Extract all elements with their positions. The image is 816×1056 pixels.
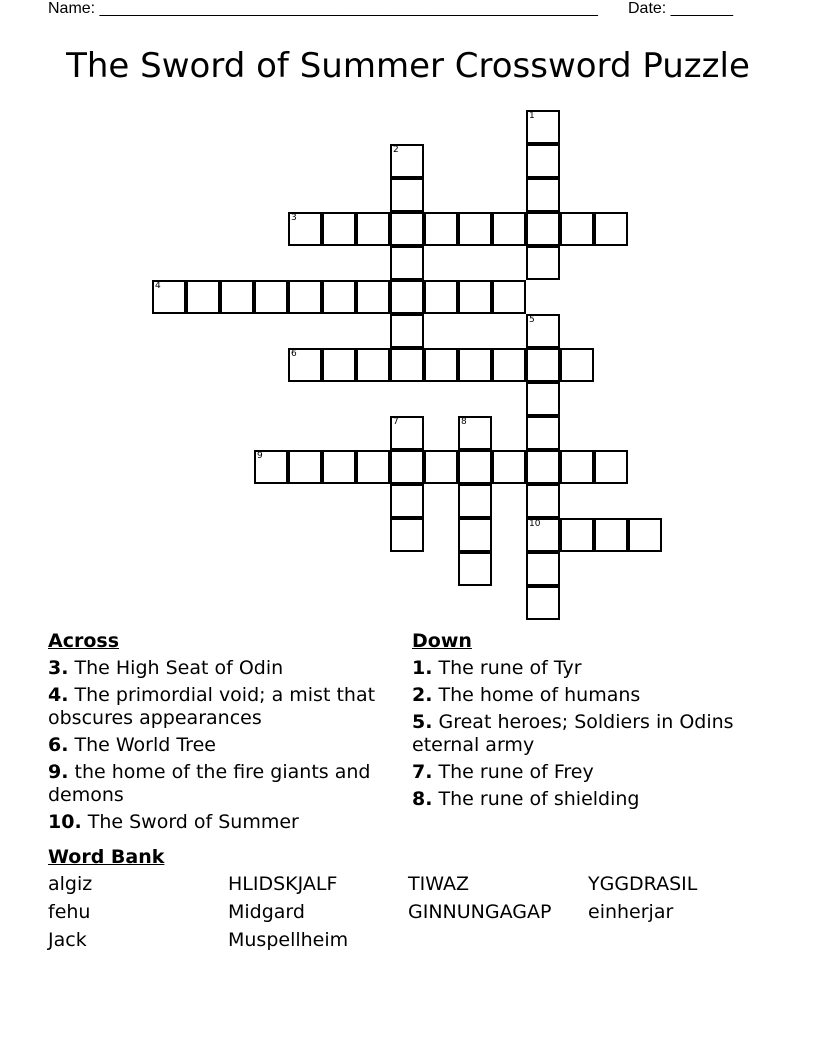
crossword-cell[interactable]	[322, 212, 356, 246]
crossword-cell[interactable]	[594, 212, 628, 246]
clue-number: 7.	[412, 761, 433, 783]
crossword-cell[interactable]	[458, 552, 492, 586]
crossword-cell[interactable]	[526, 178, 560, 212]
word-bank-item: einherjar	[588, 901, 674, 923]
crossword-cell[interactable]	[526, 416, 560, 450]
word-bank-item: TIWAZ	[408, 873, 469, 895]
word-bank-item: Muspellheim	[228, 929, 349, 951]
crossword-cell[interactable]	[254, 280, 288, 314]
crossword-cell[interactable]	[288, 280, 322, 314]
clue-down-1	[412, 657, 742, 680]
crossword-cell[interactable]	[458, 348, 492, 382]
crossword-cell[interactable]	[424, 450, 458, 484]
clue-number: 3.	[48, 657, 69, 679]
clue-text: The rune of Tyr	[438, 657, 582, 679]
clue-number-label: 2	[393, 145, 399, 155]
clue-down-5	[412, 711, 742, 757]
crossword-cell[interactable]	[458, 280, 492, 314]
crossword-cell[interactable]	[526, 348, 560, 382]
crossword-cell[interactable]	[526, 586, 560, 620]
clue-text: Great heroes; Soldiers in Odins eternal army	[412, 711, 734, 756]
crossword-cell[interactable]	[560, 348, 594, 382]
crossword-cell[interactable]	[356, 348, 390, 382]
clue-number: 2.	[412, 684, 433, 706]
crossword-cell[interactable]	[526, 552, 560, 586]
crossword-cell[interactable]	[458, 484, 492, 518]
crossword-cell[interactable]	[458, 416, 492, 450]
clue-across-10	[48, 811, 378, 834]
crossword-cell[interactable]	[288, 212, 322, 246]
clue-number: 6.	[48, 734, 69, 756]
crossword-cell[interactable]	[492, 348, 526, 382]
across-heading: Across	[48, 630, 120, 652]
clue-number-label: 5	[529, 315, 535, 325]
crossword-cell[interactable]	[560, 518, 594, 552]
crossword-cell[interactable]	[288, 348, 322, 382]
crossword-cell[interactable]	[390, 416, 424, 450]
crossword-cell[interactable]	[390, 484, 424, 518]
crossword-cell[interactable]	[254, 450, 288, 484]
word-bank-item: fehu	[48, 901, 91, 923]
clue-down-8	[412, 788, 742, 811]
clue-number: 4.	[48, 684, 69, 706]
crossword-cell[interactable]	[390, 314, 424, 348]
crossword-cell[interactable]	[594, 518, 628, 552]
clue-down-2	[412, 684, 742, 707]
across-clues	[48, 630, 378, 838]
crossword-cell[interactable]	[594, 450, 628, 484]
crossword-cell[interactable]	[390, 280, 424, 314]
clue-number-label: 4	[155, 281, 161, 291]
crossword-cell[interactable]	[492, 450, 526, 484]
crossword-cell[interactable]	[526, 144, 560, 178]
crossword-cell[interactable]	[424, 348, 458, 382]
crossword-cell[interactable]	[322, 450, 356, 484]
word-bank-item: algiz	[48, 873, 93, 895]
crossword-cell[interactable]	[322, 348, 356, 382]
clue-text: The Sword of Summer	[87, 811, 299, 833]
clue-down-7	[412, 761, 742, 784]
clue-number: 10.	[48, 811, 82, 833]
clue-number-label: 8	[461, 417, 467, 427]
clue-text: The primordial void; a mist that obscures appearances	[48, 684, 376, 729]
crossword-cell[interactable]	[390, 246, 424, 280]
clue-number-label: 1	[529, 111, 535, 121]
name-field-label: Name: ________________________________________________________	[48, 0, 598, 17]
crossword-cell[interactable]	[458, 212, 492, 246]
crossword-cell[interactable]	[356, 450, 390, 484]
clue-text: The home of humans	[438, 684, 641, 706]
crossword-cell[interactable]	[560, 212, 594, 246]
clue-number-label: 7	[393, 417, 399, 427]
word-bank	[48, 846, 768, 952]
word-bank-item: Jack	[48, 929, 87, 951]
crossword-cell[interactable]	[424, 280, 458, 314]
crossword-cell[interactable]	[526, 110, 560, 144]
clue-text: The rune of Frey	[438, 761, 594, 783]
clue-text: The World Tree	[74, 734, 216, 756]
crossword-cell[interactable]	[220, 280, 254, 314]
clue-number: 5.	[412, 711, 433, 733]
crossword-cell[interactable]	[322, 280, 356, 314]
crossword-cell[interactable]	[526, 450, 560, 484]
clue-number-label: 6	[291, 349, 297, 359]
crossword-cell[interactable]	[560, 450, 594, 484]
crossword-cell[interactable]	[526, 484, 560, 518]
clue-number-label: 9	[257, 451, 263, 461]
page-title: The Sword of Summer Crossword Puzzle	[66, 46, 750, 86]
crossword-cell[interactable]	[526, 382, 560, 416]
down-clues	[412, 630, 742, 815]
word-bank-item: YGGDRASIL	[588, 873, 698, 895]
clue-across-6	[48, 734, 378, 757]
clue-number: 1.	[412, 657, 433, 679]
crossword-cell[interactable]	[152, 280, 186, 314]
crossword-cell[interactable]	[390, 144, 424, 178]
crossword-cell[interactable]	[390, 518, 424, 552]
word-bank-heading: Word Bank	[48, 846, 165, 868]
crossword-cell[interactable]	[458, 450, 492, 484]
crossword-cell[interactable]	[356, 280, 390, 314]
clue-text: the home of the fire giants and demons	[48, 761, 371, 806]
crossword-cell[interactable]	[526, 246, 560, 280]
clue-number: 9.	[48, 761, 69, 783]
clue-text: The rune of shielding	[438, 788, 640, 810]
crossword-cell[interactable]	[492, 212, 526, 246]
clue-text: The High Seat of Odin	[74, 657, 284, 679]
crossword-cell[interactable]	[390, 178, 424, 212]
clue-number: 8.	[412, 788, 433, 810]
word-bank-item: HLIDSKJALF	[228, 873, 338, 895]
crossword-cell[interactable]	[390, 348, 424, 382]
crossword-cell[interactable]	[186, 280, 220, 314]
clue-number-label: 3	[291, 213, 297, 223]
crossword-cell[interactable]	[526, 212, 560, 246]
crossword-cell[interactable]	[526, 518, 560, 552]
crossword-cell[interactable]	[628, 518, 662, 552]
crossword-cell[interactable]	[526, 314, 560, 348]
word-bank-item: GINNUNGAGAP	[408, 901, 552, 923]
word-bank-item: Midgard	[228, 901, 305, 923]
date-field-label: Date: _______	[628, 0, 733, 17]
crossword-cell[interactable]	[424, 212, 458, 246]
clue-number-label: 10	[529, 519, 541, 529]
crossword-cell[interactable]	[492, 280, 526, 314]
clue-across-4	[48, 684, 378, 730]
clue-across-9	[48, 761, 378, 807]
down-heading: Down	[412, 630, 472, 652]
clue-across-3	[48, 657, 378, 680]
crossword-cell[interactable]	[390, 450, 424, 484]
crossword-cell[interactable]	[390, 212, 424, 246]
crossword-cell[interactable]	[288, 450, 322, 484]
crossword-cell[interactable]	[458, 518, 492, 552]
crossword-cell[interactable]	[356, 212, 390, 246]
